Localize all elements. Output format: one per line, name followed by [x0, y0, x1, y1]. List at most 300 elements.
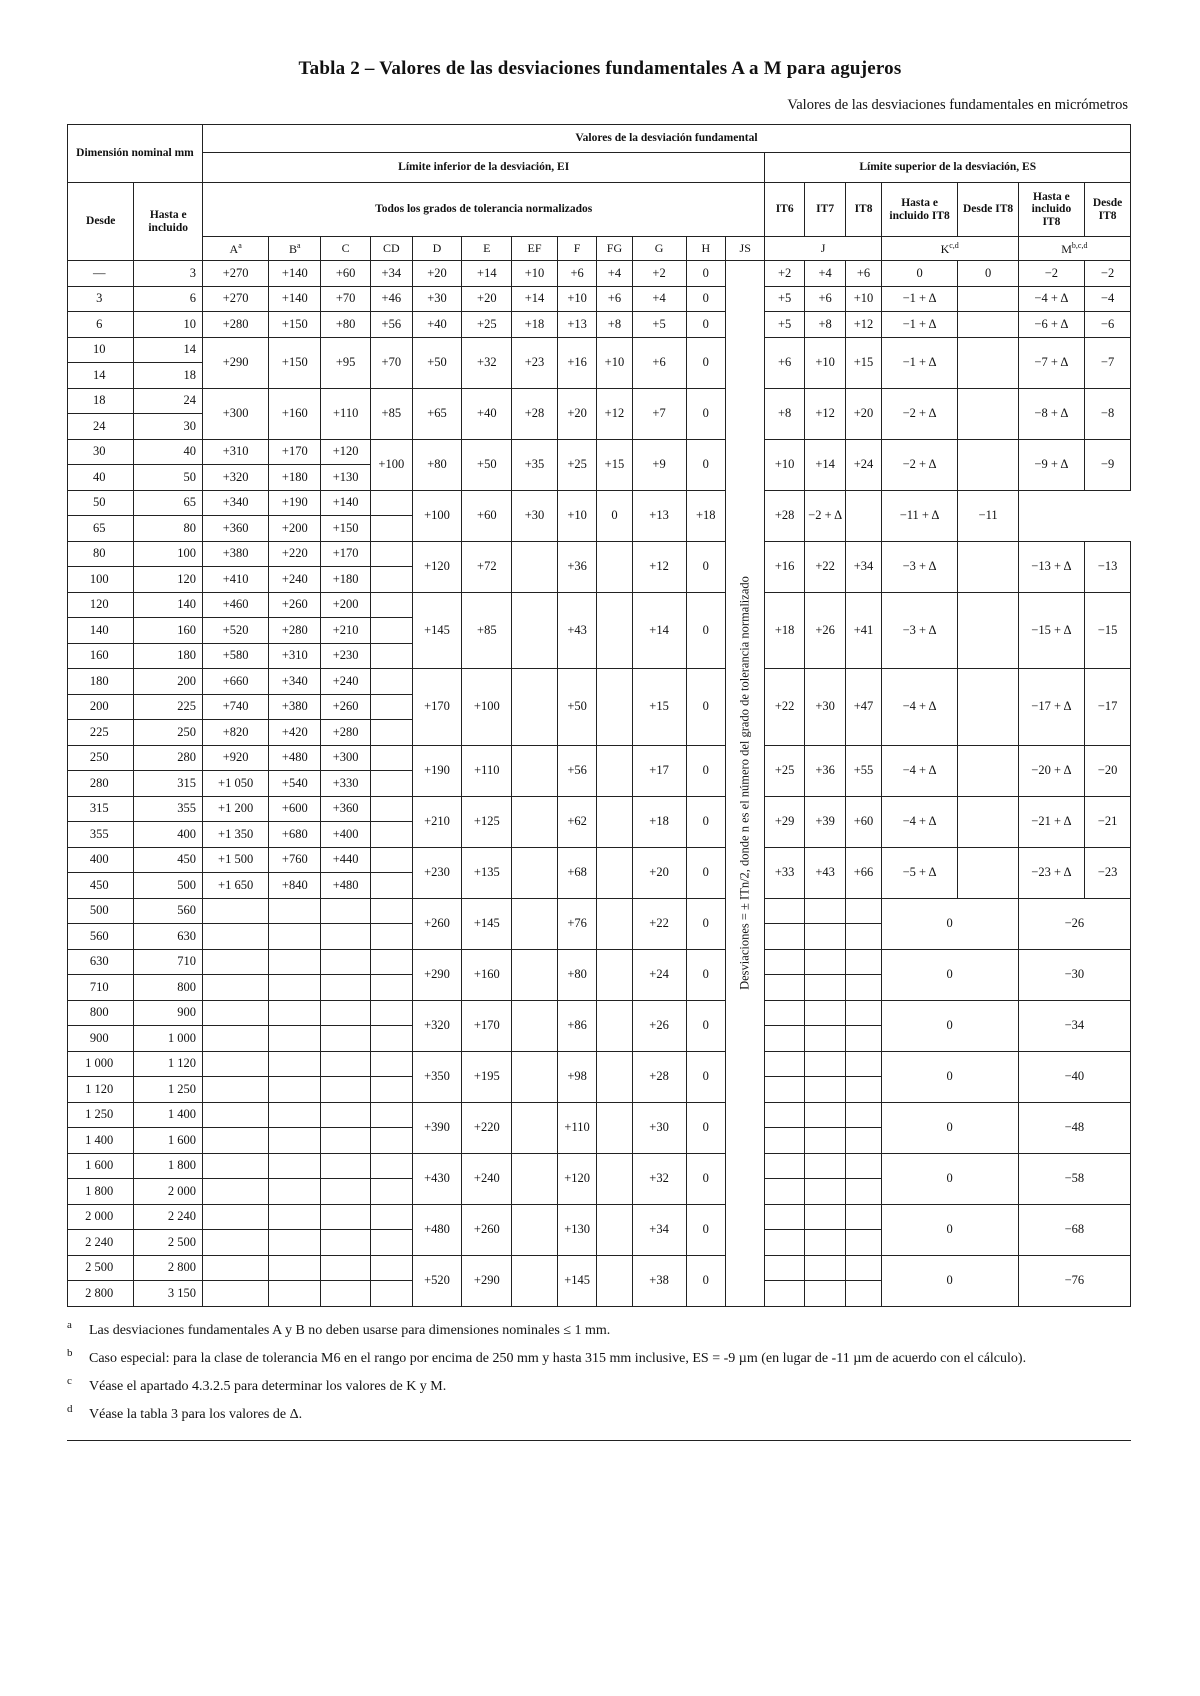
g-value: +14	[632, 592, 686, 669]
ef-empty	[512, 592, 558, 669]
e-value: +145	[462, 898, 512, 949]
m-desde-value: −13	[1085, 541, 1131, 592]
m-desde-value: −17	[1085, 669, 1131, 746]
table-row	[68, 745, 1131, 771]
j7-value: +26	[804, 592, 846, 669]
a-value: +280	[202, 312, 268, 338]
g-value: +2	[632, 261, 686, 287]
desde-cell: 1 400	[68, 1128, 134, 1154]
b-value: +420	[269, 720, 321, 746]
desde-cell: 24	[68, 414, 134, 440]
h-value: 0	[597, 490, 632, 541]
k-desde-value	[958, 745, 1018, 796]
a-empty	[202, 975, 268, 1001]
fg-value: +4	[597, 261, 632, 287]
desde-cell: 30	[68, 439, 134, 465]
j-empty	[765, 975, 804, 1001]
cd-empty	[371, 873, 413, 899]
c-value: +260	[321, 694, 371, 720]
g-value: +6	[632, 337, 686, 388]
h-value: 0	[686, 286, 725, 312]
k-hasta-value: −1 + Δ	[881, 337, 958, 388]
j8-value: +66	[846, 847, 881, 898]
desde-cell: —	[68, 261, 134, 287]
f-value: +10	[557, 286, 596, 312]
a-value: +290	[202, 337, 268, 388]
c-empty	[321, 1102, 371, 1128]
hasta-cell: 3	[134, 261, 203, 287]
f-value: +62	[557, 796, 596, 847]
fg-value: +10	[597, 337, 632, 388]
hasta-cell: 1 400	[134, 1102, 203, 1128]
g-value: +20	[632, 847, 686, 898]
h-value: 0	[686, 847, 725, 898]
j8-value: +20	[846, 388, 881, 439]
h-value: 0	[686, 898, 725, 949]
c-value: +80	[321, 312, 371, 338]
footnote: a Las desviaciones fundamentales A y B no deben usarse para dimensiones nominales ≤ 1 mm.	[67, 1319, 611, 1338]
hasta-cell: 1 120	[134, 1051, 203, 1077]
header-letter-b: $B^a$	[269, 237, 321, 261]
hasta-cell: 1 600	[134, 1128, 203, 1154]
hasta-cell: 65	[134, 490, 203, 516]
j-empty	[804, 1255, 846, 1281]
hasta-cell: 1 250	[134, 1077, 203, 1103]
header-dimension: Dimensión nominal mm	[68, 125, 203, 183]
cd-empty	[371, 1051, 413, 1077]
b-empty	[269, 898, 321, 924]
f-value: +50	[557, 669, 596, 746]
cd-empty	[371, 949, 413, 975]
k-value: 0	[881, 949, 1018, 1000]
cd-empty	[371, 745, 413, 771]
j-empty	[765, 898, 804, 924]
hasta-cell: 120	[134, 567, 203, 593]
g-value: +4	[632, 286, 686, 312]
header-k-hasta-it8: Hasta e incluido IT8	[881, 183, 958, 237]
b-value: +840	[269, 873, 321, 899]
a-value: +920	[202, 745, 268, 771]
c-value: +280	[321, 720, 371, 746]
j-empty	[765, 1000, 804, 1026]
cd-empty	[371, 669, 413, 695]
ef-empty	[512, 541, 558, 592]
m-hasta-value: −6 + Δ	[1018, 312, 1084, 338]
f-value: +25	[557, 439, 596, 490]
desde-cell: 450	[68, 873, 134, 899]
fg-empty	[597, 1102, 632, 1153]
header-letter-cd: CD	[371, 237, 413, 261]
j-empty	[765, 1179, 804, 1205]
b-value: +190	[269, 490, 321, 516]
j8-value: +47	[846, 669, 881, 746]
a-empty	[202, 1281, 268, 1307]
k-hasta-value: −3 + Δ	[881, 592, 958, 669]
footnote: c Véase el apartado 4.3.2.5 para determinar los valores de K y M.	[67, 1374, 447, 1394]
h-value: 0	[686, 949, 725, 1000]
f-value: +68	[557, 847, 596, 898]
c-value: +440	[321, 847, 371, 873]
k-hasta-value: −2 + Δ	[881, 439, 958, 490]
j-empty	[846, 1281, 881, 1307]
header-es: Límite superior de la desviación, ES	[765, 153, 1131, 183]
g-value: +30	[632, 1102, 686, 1153]
cd-empty	[371, 898, 413, 924]
m-hasta-value: −4 + Δ	[1018, 286, 1084, 312]
f-value: +36	[557, 541, 596, 592]
hasta-cell: 50	[134, 465, 203, 491]
desde-cell: 65	[68, 516, 134, 542]
b-value: +340	[269, 669, 321, 695]
j-empty	[846, 975, 881, 1001]
k-hasta-value: −4 + Δ	[881, 796, 958, 847]
m-hasta-value: −20 + Δ	[1018, 745, 1084, 796]
c-value: +110	[321, 388, 371, 439]
m-desde-value: −2	[1085, 261, 1131, 287]
hasta-cell: 100	[134, 541, 203, 567]
cd-empty	[371, 516, 413, 542]
c-value: +200	[321, 592, 371, 618]
hasta-cell: 280	[134, 745, 203, 771]
m-desde-value: −7	[1085, 337, 1131, 388]
e-value: +100	[462, 669, 512, 746]
ef-empty	[512, 1153, 558, 1204]
j-empty	[846, 1077, 881, 1103]
b-empty	[269, 975, 321, 1001]
table-row	[68, 490, 1131, 516]
h-value: 0	[686, 1255, 725, 1306]
j7-value: +39	[804, 796, 846, 847]
js-cell	[726, 261, 765, 1307]
e-value: +40	[462, 388, 512, 439]
k-hasta-value: −2 + Δ	[881, 388, 958, 439]
j-empty	[765, 1255, 804, 1281]
c-value: +170	[321, 541, 371, 567]
a-value: +410	[202, 567, 268, 593]
hasta-cell: 2 500	[134, 1230, 203, 1256]
j-empty	[765, 1281, 804, 1307]
c-value: +300	[321, 745, 371, 771]
j-empty	[765, 1026, 804, 1052]
a-value: +340	[202, 490, 268, 516]
cd-empty	[371, 1128, 413, 1154]
j-empty	[765, 1077, 804, 1103]
ef-empty	[512, 847, 558, 898]
j7-value: +18	[686, 490, 725, 541]
table-row	[68, 796, 1131, 822]
g-value: +10	[557, 490, 596, 541]
e-value: +125	[462, 796, 512, 847]
j-empty	[765, 1230, 804, 1256]
a-empty	[202, 1128, 268, 1154]
c-empty	[321, 975, 371, 1001]
header-letter-h: H	[686, 237, 725, 261]
a-value: +360	[202, 516, 268, 542]
b-empty	[269, 1230, 321, 1256]
c-empty	[321, 1000, 371, 1026]
b-value: +680	[269, 822, 321, 848]
c-value: +330	[321, 771, 371, 797]
hasta-cell: 1 000	[134, 1026, 203, 1052]
j6-value: +29	[765, 796, 804, 847]
j7-value: +6	[804, 286, 846, 312]
h-value: 0	[686, 261, 725, 287]
desde-cell: 315	[68, 796, 134, 822]
a-value: +460	[202, 592, 268, 618]
header-todos: Todos los grados de tolerancia normalizados	[202, 183, 765, 237]
a-value: +1 350	[202, 822, 268, 848]
b-empty	[269, 1204, 321, 1230]
j-empty	[846, 1179, 881, 1205]
j-empty	[846, 1255, 881, 1281]
hasta-cell: 80	[134, 516, 203, 542]
c-empty	[321, 1077, 371, 1103]
e-value: +20	[462, 286, 512, 312]
b-value: +480	[269, 745, 321, 771]
desde-cell: 250	[68, 745, 134, 771]
j6-value: +25	[765, 745, 804, 796]
hasta-cell: 400	[134, 822, 203, 848]
hasta-cell: 3 150	[134, 1281, 203, 1307]
hasta-cell: 180	[134, 643, 203, 669]
a-value: +300	[202, 388, 268, 439]
fg-empty	[597, 541, 632, 592]
hasta-cell: 6	[134, 286, 203, 312]
a-empty	[202, 1077, 268, 1103]
m-value: −48	[1018, 1102, 1130, 1153]
j8-value: +12	[846, 312, 881, 338]
j-empty	[846, 1051, 881, 1077]
g-value: +22	[632, 898, 686, 949]
ef-empty	[512, 949, 558, 1000]
g-value: +24	[632, 949, 686, 1000]
header-m-hasta-it8: Hasta e incluido IT8	[1018, 183, 1084, 237]
b-value: +150	[269, 312, 321, 338]
desde-cell: 50	[68, 490, 134, 516]
c-value: +140	[321, 490, 371, 516]
e-value: +220	[462, 1102, 512, 1153]
f-value: +20	[557, 388, 596, 439]
d-value: +170	[412, 669, 462, 746]
h-value: 0	[686, 1153, 725, 1204]
desde-cell: 140	[68, 618, 134, 644]
d-value: +290	[412, 949, 462, 1000]
j-empty	[846, 924, 881, 950]
k-desde-value	[958, 286, 1018, 312]
ef-empty	[512, 796, 558, 847]
h-value: 0	[686, 337, 725, 388]
f-value: +6	[557, 261, 596, 287]
b-empty	[269, 1077, 321, 1103]
d-value: +230	[412, 847, 462, 898]
f-value: +13	[557, 312, 596, 338]
ef-value: +23	[512, 337, 558, 388]
cd-empty	[371, 1102, 413, 1128]
h-value: 0	[686, 1102, 725, 1153]
k-hasta-value: −4 + Δ	[881, 745, 958, 796]
ef-empty	[512, 1102, 558, 1153]
h-value: 0	[686, 312, 725, 338]
desde-cell: 1 000	[68, 1051, 134, 1077]
b-empty	[269, 924, 321, 950]
g-value: +7	[632, 388, 686, 439]
header-letter-a: $A^a$	[202, 237, 268, 261]
f-value: +86	[557, 1000, 596, 1051]
fg-empty	[597, 847, 632, 898]
cd-value: +100	[371, 439, 413, 490]
a-value: +270	[202, 286, 268, 312]
a-empty	[202, 1179, 268, 1205]
m-value: −68	[1018, 1204, 1130, 1255]
k-desde-value: 0	[958, 261, 1018, 287]
a-empty	[202, 1051, 268, 1077]
fg-empty	[597, 796, 632, 847]
desde-cell: 180	[68, 669, 134, 695]
fg-empty	[597, 1051, 632, 1102]
d-value: +430	[412, 1153, 462, 1204]
header-it8: IT8	[846, 183, 881, 237]
j-empty	[765, 1153, 804, 1179]
desde-cell: 80	[68, 541, 134, 567]
ef-value: +28	[512, 388, 558, 439]
hasta-cell: 355	[134, 796, 203, 822]
m-hasta-value: −8 + Δ	[1018, 388, 1084, 439]
d-value: +40	[412, 312, 462, 338]
c-value: +360	[321, 796, 371, 822]
g-value: +9	[632, 439, 686, 490]
ef-value: +18	[512, 312, 558, 338]
table-row	[68, 439, 1131, 465]
js-vertical-text: Desviaciones = ± ITn/2, donde n es el número del grado de tolerancia normalizado	[737, 576, 752, 991]
d-value: +30	[412, 286, 462, 312]
k-hasta-value: −1 + Δ	[881, 312, 958, 338]
j-empty	[804, 975, 846, 1001]
j-empty	[804, 949, 846, 975]
g-value: +28	[632, 1051, 686, 1102]
a-value: +520	[202, 618, 268, 644]
g-value: +17	[632, 745, 686, 796]
c-empty	[321, 1204, 371, 1230]
e-value: +195	[462, 1051, 512, 1102]
e-value: +240	[462, 1153, 512, 1204]
j7-value: +43	[804, 847, 846, 898]
hasta-cell: 560	[134, 898, 203, 924]
desde-cell: 1 120	[68, 1077, 134, 1103]
table-row	[68, 1051, 1131, 1077]
e-value: +260	[462, 1204, 512, 1255]
desde-cell: 40	[68, 465, 134, 491]
a-empty	[202, 1153, 268, 1179]
j8-value: +34	[846, 541, 881, 592]
j6-value: +13	[632, 490, 686, 541]
j-empty	[804, 898, 846, 924]
j6-value: +16	[765, 541, 804, 592]
d-value: +80	[412, 439, 462, 490]
j6-value: +8	[765, 388, 804, 439]
m-hasta-value: −11 + Δ	[881, 490, 958, 541]
g-value: +32	[632, 1153, 686, 1204]
hasta-cell: 24	[134, 388, 203, 414]
a-value: +310	[202, 439, 268, 465]
hasta-cell: 900	[134, 1000, 203, 1026]
desde-cell: 225	[68, 720, 134, 746]
a-empty	[202, 1102, 268, 1128]
desde-cell: 2 800	[68, 1281, 134, 1307]
hasta-cell: 800	[134, 975, 203, 1001]
ef-empty	[512, 1255, 558, 1306]
h-value: 0	[686, 745, 725, 796]
a-value: +1 500	[202, 847, 268, 873]
e-value: +50	[462, 439, 512, 490]
hasta-cell: 200	[134, 669, 203, 695]
fg-value: +6	[597, 286, 632, 312]
j-empty	[804, 1000, 846, 1026]
hasta-cell: 2 240	[134, 1204, 203, 1230]
page-subtitle: Valores de las desviaciones fundamentales en micrómetros	[787, 97, 1128, 113]
b-empty	[269, 949, 321, 975]
b-empty	[269, 1128, 321, 1154]
b-value: +540	[269, 771, 321, 797]
f-value: +76	[557, 898, 596, 949]
hasta-cell: 18	[134, 363, 203, 389]
a-value: +660	[202, 669, 268, 695]
d-value: +190	[412, 745, 462, 796]
e-value: +170	[462, 1000, 512, 1051]
m-hasta-value: −13 + Δ	[1018, 541, 1084, 592]
cd-empty	[371, 1179, 413, 1205]
header-ei: Límite inferior de la desviación, EI	[202, 153, 765, 183]
b-empty	[269, 1153, 321, 1179]
m-hasta-value: −2	[1018, 261, 1084, 287]
fg-empty	[597, 949, 632, 1000]
desde-cell: 120	[68, 592, 134, 618]
d-value: +120	[412, 541, 462, 592]
a-value: +380	[202, 541, 268, 567]
table-row	[68, 592, 1131, 618]
j-empty	[804, 1153, 846, 1179]
c-empty	[321, 898, 371, 924]
a-empty	[202, 1026, 268, 1052]
ef-empty	[512, 1204, 558, 1255]
table-row	[68, 949, 1131, 975]
m-desde-value: −21	[1085, 796, 1131, 847]
hasta-cell: 2 800	[134, 1255, 203, 1281]
e-value: +14	[462, 261, 512, 287]
j7-value: +30	[804, 669, 846, 746]
m-desde-value: −15	[1085, 592, 1131, 669]
ef-empty	[512, 745, 558, 796]
b-empty	[269, 1281, 321, 1307]
d-value: +480	[412, 1204, 462, 1255]
h-value: 0	[686, 1000, 725, 1051]
f-value: +56	[557, 745, 596, 796]
f-value: +30	[512, 490, 558, 541]
k-hasta-value: 0	[881, 261, 958, 287]
j7-value: +14	[804, 439, 846, 490]
k-hasta-value: −5 + Δ	[881, 847, 958, 898]
b-empty	[269, 1179, 321, 1205]
k-value: 0	[881, 1255, 1018, 1306]
c-empty	[321, 1179, 371, 1205]
desde-cell: 560	[68, 924, 134, 950]
desde-cell: 1 600	[68, 1153, 134, 1179]
cd-empty	[371, 771, 413, 797]
g-value: +26	[632, 1000, 686, 1051]
fg-value: +12	[597, 388, 632, 439]
table-row	[68, 1255, 1131, 1281]
j6-value: +2	[765, 261, 804, 287]
b-value: +310	[269, 643, 321, 669]
